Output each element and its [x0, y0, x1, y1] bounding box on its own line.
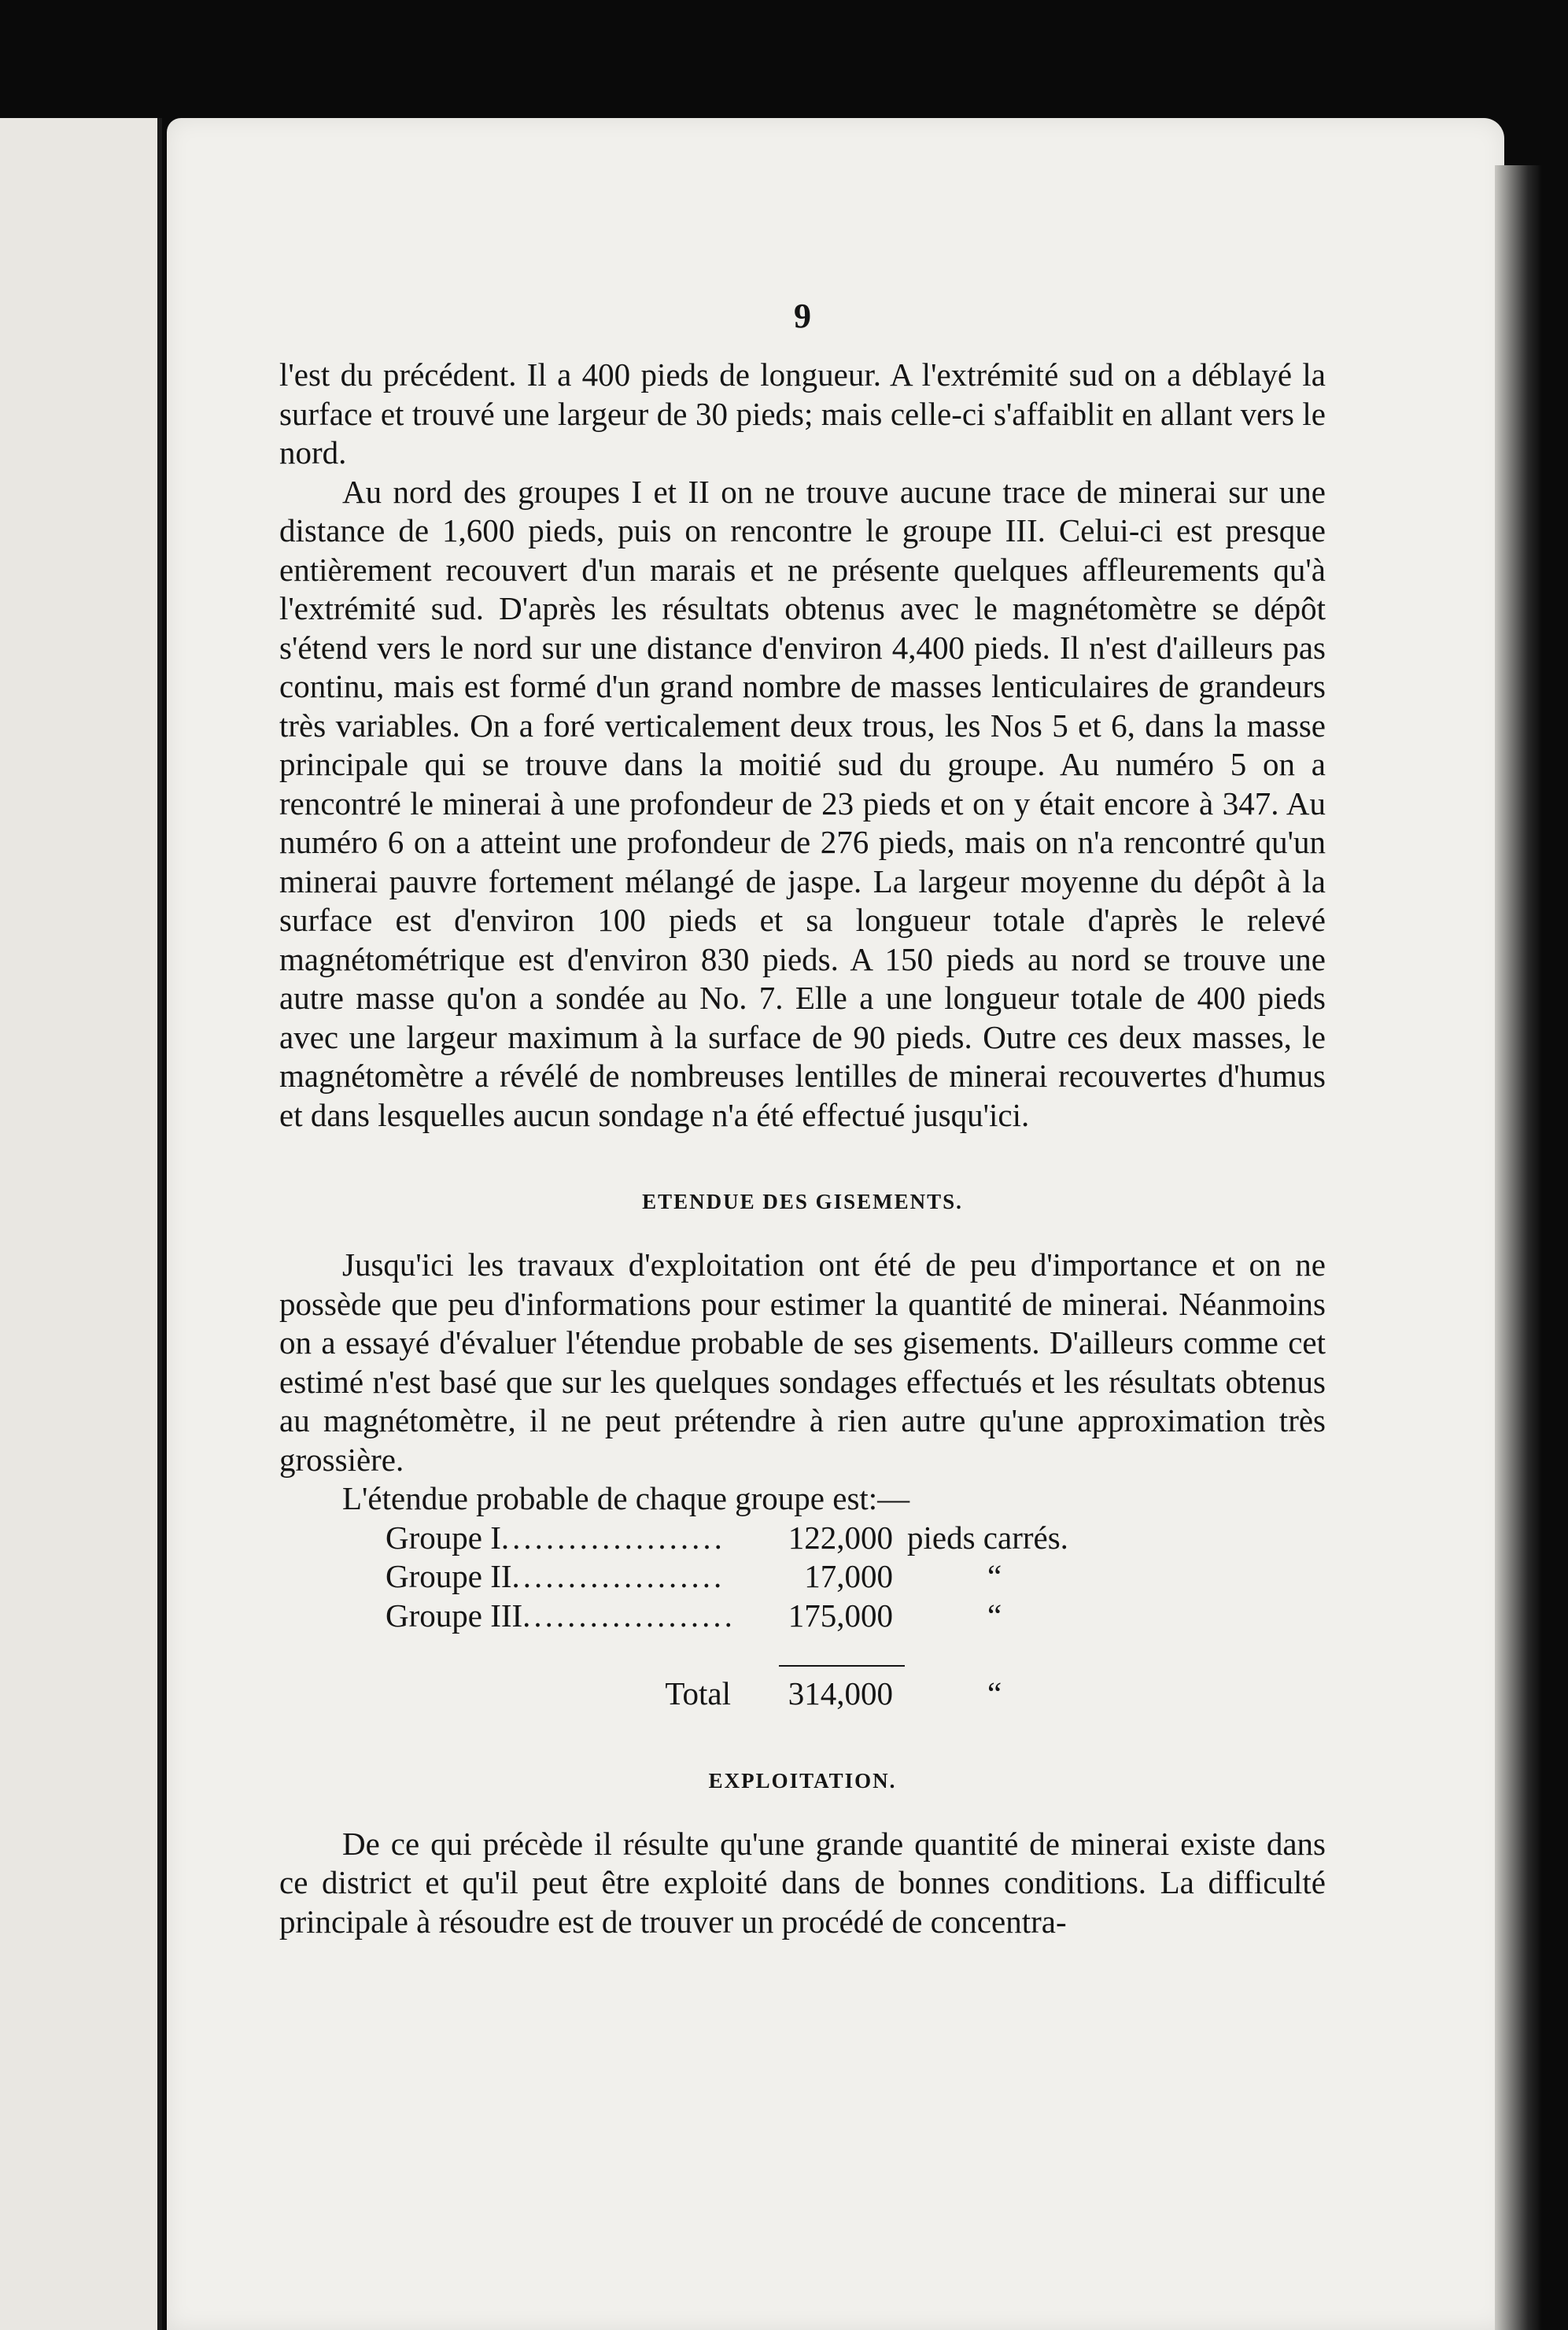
total-rule	[779, 1665, 905, 1667]
paragraph-continuation: l'est du précédent. Il a 400 pieds de longueur. A l'extrémité sud on a déblayé la surface et trouvé une largeur de 30 pieds; mais celle-ci s'affaiblit en allant vers le nord.	[279, 356, 1326, 471]
total-row	[279, 1675, 1326, 1714]
facing-page-edge	[0, 118, 162, 2330]
row-value: 122,000	[788, 1519, 893, 1556]
table-row	[279, 1557, 1326, 1597]
leader-dots: ....................	[500, 1519, 725, 1556]
row-label: Groupe III	[386, 1597, 523, 1634]
row-label: Groupe I	[386, 1519, 501, 1556]
section-heading-exploitation: EXPLOITATION.	[708, 1768, 897, 1793]
page-edge-shadow	[1495, 165, 1542, 2330]
row-value: 175,000	[788, 1597, 893, 1634]
total-value: 314,000	[788, 1675, 893, 1711]
page-content	[279, 299, 1326, 1941]
row-value: 17,000	[804, 1558, 893, 1594]
row-unit: pieds carrés.	[907, 1519, 1068, 1556]
total-label: Total	[665, 1675, 731, 1711]
row-label: Groupe II	[386, 1558, 512, 1594]
table-intro: L'étendue probable de chaque groupe est:—	[342, 1480, 910, 1516]
ditto-mark: “	[987, 1597, 1002, 1634]
table-row	[279, 1597, 1326, 1636]
leader-dots: ...................	[511, 1558, 725, 1594]
ditto-mark: “	[987, 1675, 1002, 1711]
page-number: 9	[794, 297, 811, 335]
ditto-mark: “	[987, 1558, 1002, 1594]
area-table	[279, 1519, 1326, 1714]
paragraph-exploitation: De ce qui précède il résulte qu'une grande quantité de minerai existe dans ce district et qu'il peut être exploité dans de bonnes conditions. La difficulté principale à résoudre est de trouver un procédé de concentra-	[279, 1825, 1326, 1940]
paragraph-etendue: Jusqu'ici les travaux d'exploitation ont été de peu d'importance et on ne possède que peu d'informations pour estimer la quantité de minerai. Néanmoins on a essayé d'évaluer l'étendue probable de ses gisements. D'ailleurs comme cet estimé n'est basé que sur les quelques sondages effectués et les résultats obtenus au magnétomètre, il ne peut prétendre à rien autre qu'une approximation très grossière.	[279, 1246, 1326, 1478]
table-row	[279, 1519, 1326, 1558]
leader-dots: ...................	[522, 1597, 736, 1634]
section-heading-etendue: ETENDUE DES GISEMENTS.	[642, 1190, 963, 1213]
paragraph-groupe-iii: Au nord des groupes I et II on ne trouve aucune trace de minerai sur une distance de 1,600 pieds, puis on rencontre le groupe III. Celui-ci est presque entièrement recouvert d'un marais et ne présente quelques affleurements qu'à l'extrémité sud. D'après les résultats obtenus avec le magnétomètre se dépôt s'étend vers le nord sur une distance d'environ 4,400 pieds. Il n'est d'ailleurs pas continu, mais est formé d'un grand nombre de masses lenticulaires de grandeurs très variables. On a foré verticalement deux trous, les Nos 5 et 6, dans la masse principale qui se trouve dans la moitié sud du groupe. Au numéro 5 on a rencontré le minerai à une profondeur de 23 pieds et on y était encore à 347. Au numéro 6 on a atteint une profondeur de 276 pieds, mais on n'a rencontré qu'un minerai pauvre fortement mélangé de jaspe. La largeur moyenne du dépôt à la surface est d'environ 100 pieds et sa longueur totale d'après le relevé magnétométrique est d'environ 830 pieds. A 150 pieds au nord se trouve une autre masse qu'on a sondée au No. 7. Elle a une longueur totale de 400 pieds avec une largeur maximum à la surface de 90 pieds. Outre ces deux masses, le magnétomètre a révélé de nombreuses lentilles de minerai recouvertes d'humus et dans lesquelles aucun sondage n'a été effectué jusqu'ici.	[279, 473, 1326, 1133]
